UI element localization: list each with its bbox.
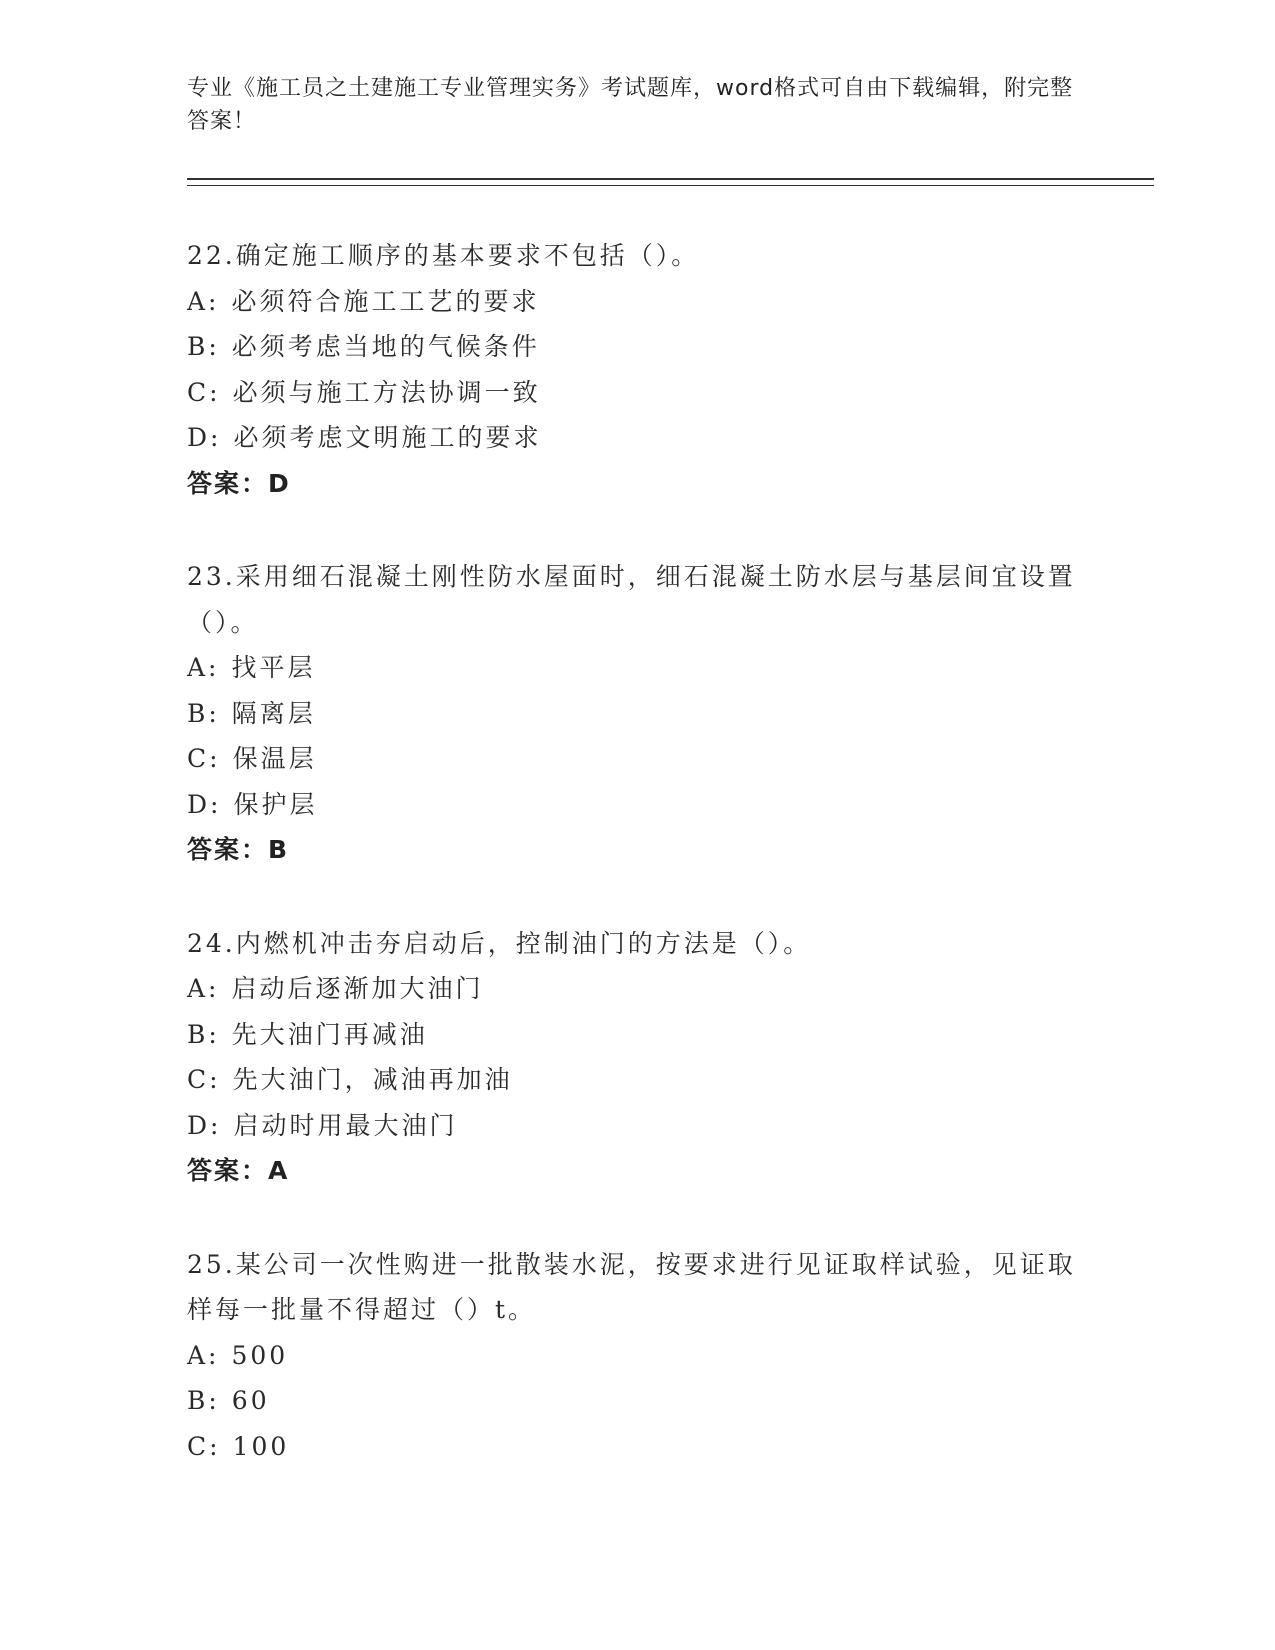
option-text: 隔离层 bbox=[231, 698, 316, 728]
option-letter: A: bbox=[187, 653, 220, 682]
option-letter: D: bbox=[187, 789, 222, 819]
answer-value: D bbox=[268, 468, 291, 498]
answer-value: A bbox=[268, 1156, 290, 1185]
answer-label: 答案： bbox=[187, 1156, 269, 1185]
option-d bbox=[187, 1103, 1087, 1149]
option-text: 启动后逐渐加大油门 bbox=[231, 974, 484, 1003]
answer-value: B bbox=[268, 835, 290, 864]
page-header bbox=[187, 72, 1087, 138]
option-text: 保温层 bbox=[232, 744, 317, 773]
option-a bbox=[187, 279, 1087, 325]
question-stem bbox=[187, 233, 1087, 279]
question-number: 25. bbox=[187, 1249, 236, 1279]
option-letter: D: bbox=[187, 423, 222, 452]
option-letter: B: bbox=[187, 698, 220, 728]
question-list bbox=[187, 233, 1087, 1517]
option-a bbox=[187, 1333, 1087, 1379]
option-text: 必须与施工方法协调一致 bbox=[232, 377, 541, 407]
answer bbox=[187, 461, 1087, 507]
option-b bbox=[187, 324, 1087, 370]
option-text: 找平层 bbox=[231, 653, 316, 682]
option-c bbox=[187, 1424, 1087, 1470]
option-letter: C: bbox=[187, 377, 221, 407]
answer-label: 答案： bbox=[187, 835, 269, 864]
question-stem bbox=[187, 1242, 1087, 1333]
option-letter: C: bbox=[187, 744, 221, 773]
option-text: 启动时用最大油门 bbox=[233, 1110, 458, 1140]
option-letter: A: bbox=[187, 974, 220, 1003]
question-22 bbox=[187, 233, 1087, 506]
question-text: 采用细石混凝土刚性防水屋面时，细石混凝土防水层与基层间宜设置（）。 bbox=[187, 562, 1076, 637]
option-d bbox=[187, 782, 1087, 828]
option-text: 先大油门再减油 bbox=[231, 1019, 428, 1049]
option-text: 100 bbox=[232, 1431, 290, 1461]
option-text: 先大油门，减油再加油 bbox=[232, 1065, 513, 1094]
question-25 bbox=[187, 1242, 1087, 1470]
question-stem bbox=[187, 921, 1087, 967]
option-letter: A: bbox=[187, 1340, 220, 1370]
option-d bbox=[187, 415, 1087, 461]
option-c bbox=[187, 1057, 1087, 1103]
option-a bbox=[187, 966, 1087, 1012]
option-text: 保护层 bbox=[233, 789, 318, 819]
option-text: 必须符合施工工艺的要求 bbox=[231, 286, 540, 316]
option-b bbox=[187, 691, 1087, 737]
question-stem bbox=[187, 554, 1087, 645]
answer bbox=[187, 827, 1087, 873]
question-text: 内燃机冲击夯启动后，控制油门的方法是（）。 bbox=[235, 928, 812, 958]
option-letter: A: bbox=[187, 286, 220, 316]
option-letter: D: bbox=[187, 1110, 222, 1140]
option-letter: B: bbox=[187, 1019, 220, 1049]
question-number: 24. bbox=[187, 928, 236, 958]
option-text: 必须考虑文明施工的要求 bbox=[233, 423, 542, 452]
question-number: 23. bbox=[187, 562, 236, 591]
option-letter: B: bbox=[187, 332, 220, 361]
option-b bbox=[187, 1012, 1087, 1058]
question-23 bbox=[187, 554, 1087, 873]
option-c bbox=[187, 370, 1087, 416]
question-number: 22. bbox=[187, 241, 236, 270]
header-divider bbox=[187, 178, 1154, 186]
option-a bbox=[187, 645, 1087, 691]
option-letter: B: bbox=[187, 1386, 220, 1415]
option-b bbox=[187, 1378, 1087, 1424]
question-text: 确定施工顺序的基本要求不包括（）。 bbox=[235, 241, 700, 270]
answer-label: 答案： bbox=[187, 468, 269, 498]
option-text: 60 bbox=[231, 1386, 270, 1415]
option-letter: C: bbox=[187, 1431, 221, 1461]
option-text: 必须考虑当地的气候条件 bbox=[231, 332, 540, 361]
question-text: 某公司一次性购进一批散装水泥，按要求进行见证取样试验，见证取样每一批量不得超过（）t。 bbox=[187, 1249, 1076, 1324]
question-24 bbox=[187, 921, 1087, 1194]
option-c bbox=[187, 736, 1087, 782]
answer bbox=[187, 1148, 1087, 1194]
option-text: 500 bbox=[231, 1340, 289, 1370]
header-text: 专业《施工员之土建施工专业管理实务》考试题库，word格式可自由下载编辑，附完整答案！ bbox=[187, 76, 1074, 134]
option-letter: C: bbox=[187, 1065, 221, 1094]
